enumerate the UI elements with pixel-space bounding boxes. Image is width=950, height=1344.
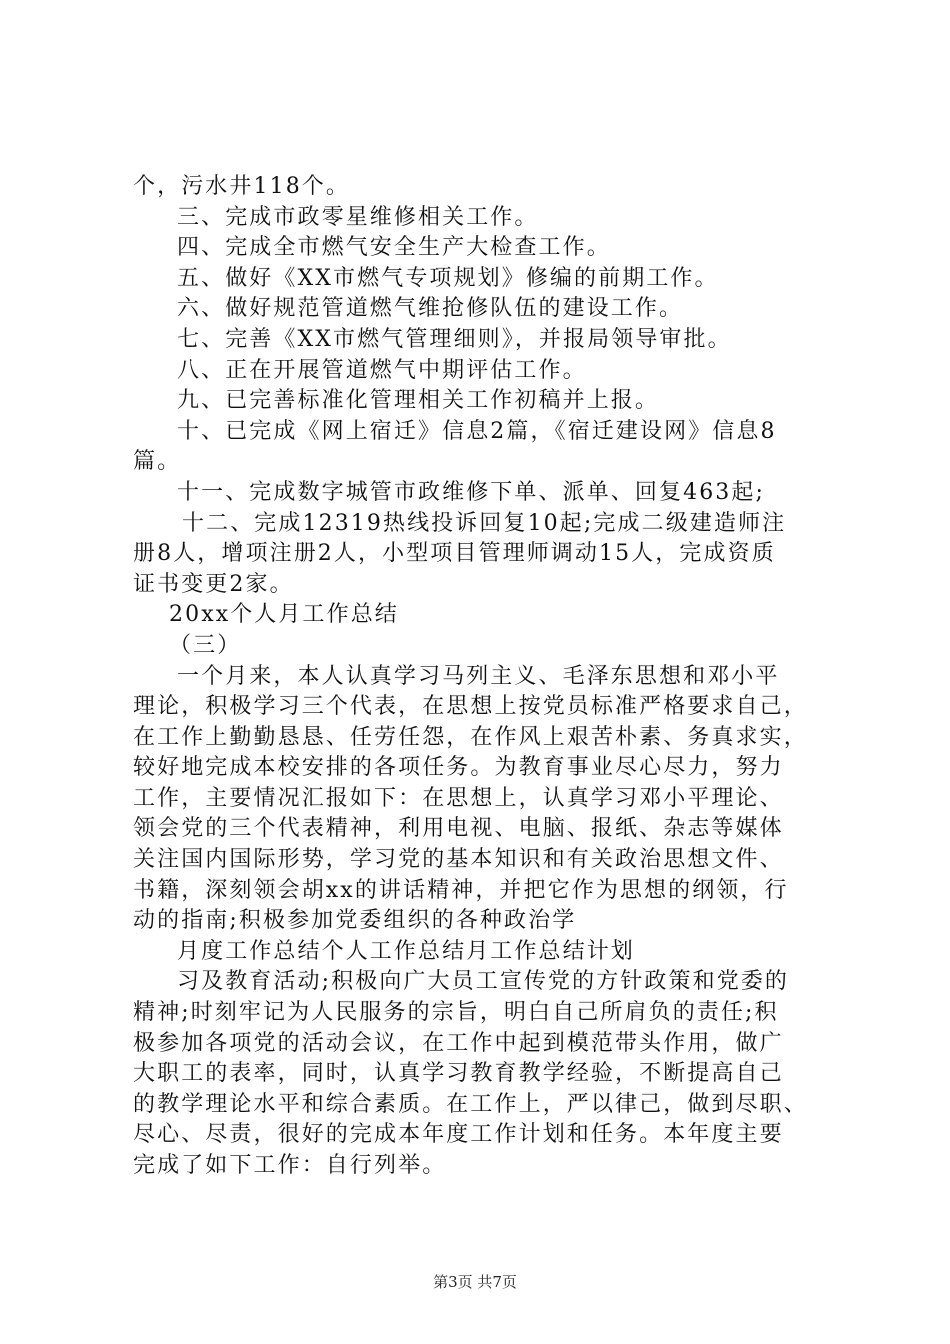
text-line: 的教学理论水平和综合素质。在工作上，严以律己，做到尽职、	[133, 1091, 808, 1117]
text-line: 精神;时刻牢记为人民服务的宗旨，明白自己所肩负的责任;积	[133, 1000, 779, 1026]
text-line: 十二、完成12319热线投诉回复10起;完成二级建造师注	[182, 510, 787, 536]
text-line: （三）	[169, 632, 242, 658]
page-number-footer: 第3页 共7页	[433, 1273, 517, 1291]
text-line: 个，污水井118个。	[133, 174, 350, 199]
text-line: 证书变更2家。	[133, 571, 294, 597]
text-line: 八、正在开展管道燃气中期评估工作。	[177, 357, 587, 383]
text-line: 月度工作总结个人工作总结月工作总结计划	[177, 938, 635, 964]
text-line: 尽心、尽责，很好的完成本年度工作计划和任务。本年度主要	[133, 1122, 784, 1148]
text-line: 册8人，增项注册2人，小型项目管理师调动15人，完成资质	[133, 541, 776, 567]
text-line: 工作，主要情况汇报如下：在思想上，认真学习邓小平理论、	[133, 785, 784, 811]
text-line: 六、做好规范管道燃气维抢修队伍的建设工作。	[177, 296, 684, 322]
text-line: 大职工的表率，同时，认真学习教育教学经验，不断提高自己	[133, 1061, 784, 1087]
text-line: 20xx个人月工作总结	[169, 602, 399, 628]
document-body	[133, 172, 833, 1182]
text-line: 关注国内国际形势，学习党的基本知识和有关政治思想文件、	[133, 847, 784, 873]
text-line: 领会党的三个代表精神，利用电视、电脑、报纸、杂志等媒体	[133, 816, 784, 842]
text-line: 完成了如下工作：自行列举。	[133, 1153, 447, 1178]
text-line: 五、做好《XX市燃气专项规划》修编的前期工作。	[177, 265, 719, 291]
text-line: 十、已完成《网上宿迁》信息2篇，《宿迁建设网》信息8	[177, 418, 777, 444]
text-line: 七、完善《XX市燃气管理细则》，并报局领导审批。	[177, 326, 732, 352]
text-line: 三、完成市政零星维修相关工作。	[177, 204, 539, 230]
text-line: 十一、完成数字城管市政维修下单、派单、回复463起;	[177, 479, 766, 505]
text-line: 理论，积极学习三个代表，在思想上按党员标准严格要求自己，	[133, 694, 808, 720]
text-line: 四、完成全市燃气安全生产大检查工作。	[177, 235, 611, 261]
text-line: 在工作上勤勤恳恳、任劳任怨，在作风上艰苦朴素、务真求实，	[133, 724, 808, 750]
text-line: 书籍，深刻领会胡xx的讲话精神，并把它作为思想的纲领，行	[133, 877, 789, 903]
text-line: 九、已完善标准化管理相关工作初稿并上报。	[177, 388, 660, 414]
text-line: 较好地完成本校安排的各项任务。为教育事业尽心尽力，努力	[133, 755, 784, 781]
text-line: 极参加各项党的活动会议，在工作中起到模范带头作用，做广	[133, 1030, 784, 1056]
text-line: 动的指南;积极参加党委组织的各种政治学	[133, 908, 577, 934]
text-line: 一个月来，本人认真学习马列主义、毛泽东思想和邓小平	[177, 663, 780, 689]
text-line: 习及教育活动;积极向广大员工宣传党的方针政策和党委的	[177, 969, 790, 995]
text-line: 篇。	[133, 449, 182, 475]
